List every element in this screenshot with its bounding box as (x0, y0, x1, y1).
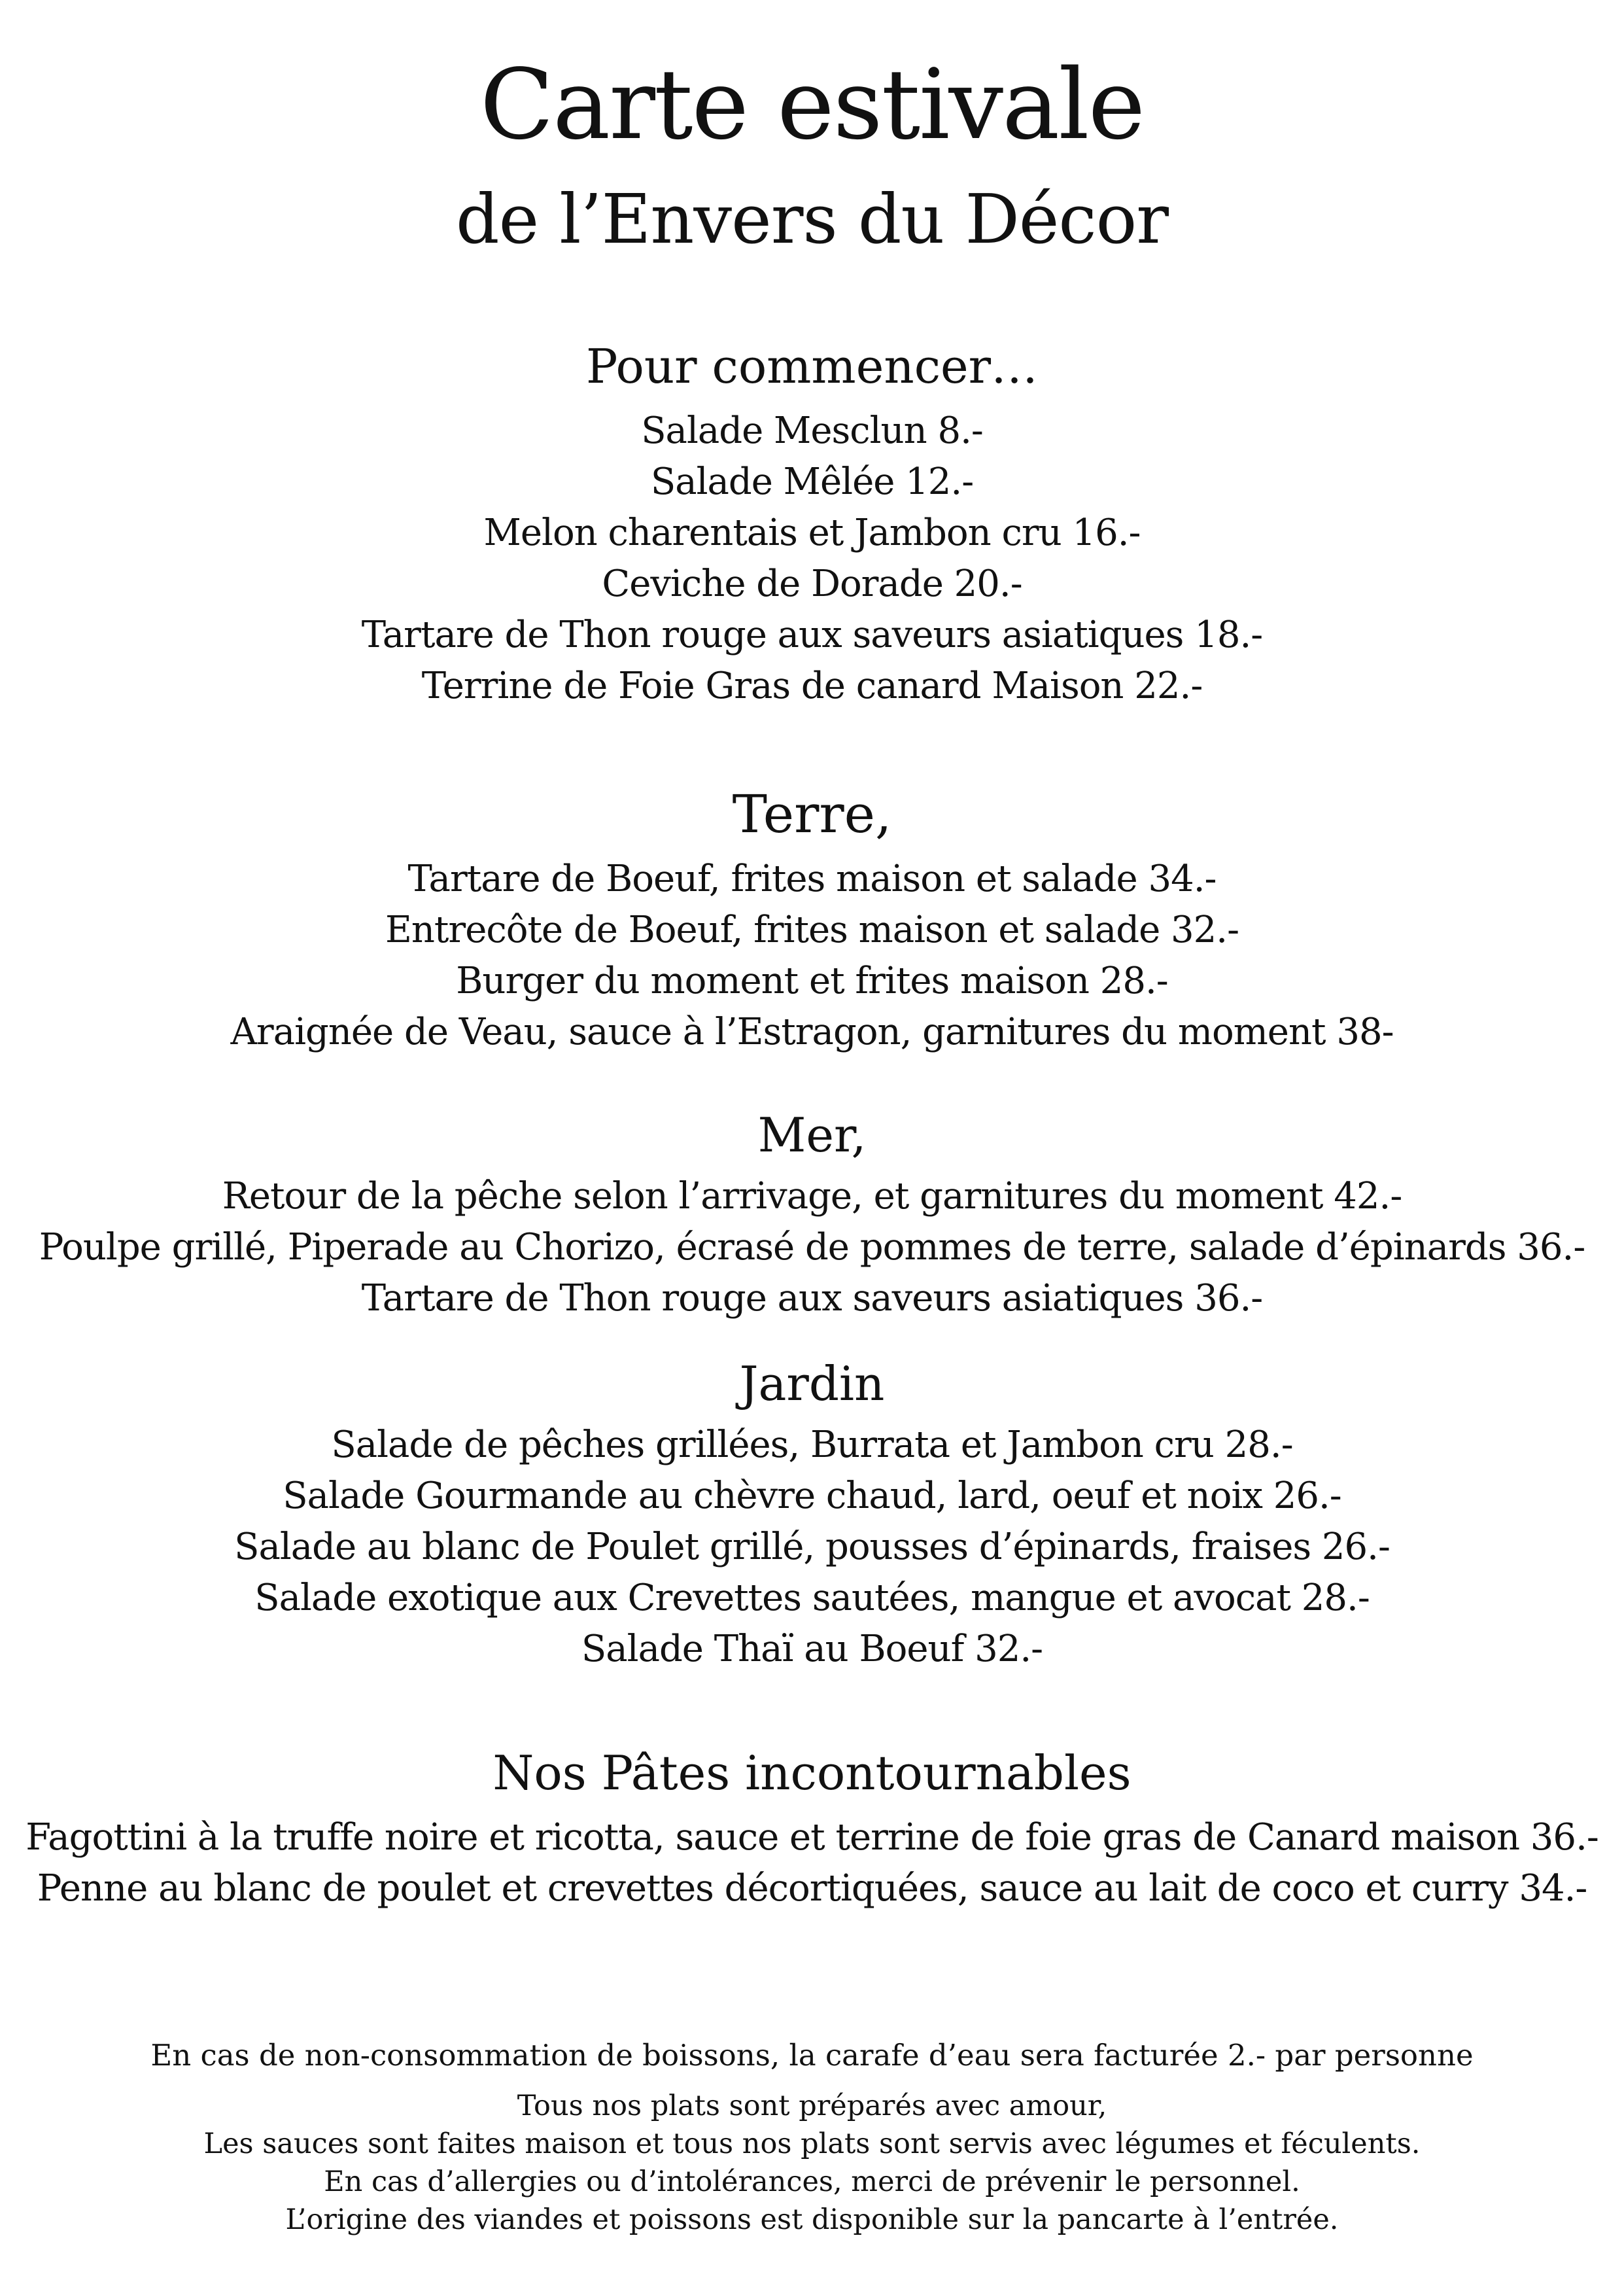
menu-item: Salade au blanc de Poulet grillé, pousses d’épinards, fraises 26.- (234, 1526, 1390, 1568)
menu-item: Salade de pêches grillées, Burrata et Jambon cru 28.- (331, 1424, 1293, 1466)
menu-item: Salade Mêlée 12.- (650, 461, 974, 503)
menu-item: Salade Thaï au Boeuf 32.- (581, 1628, 1043, 1670)
footer-note: En cas d’allergies ou d’intolérances, merci de prévenir le personnel. (324, 2165, 1300, 2198)
section-heading-starters: Pour commencer… (585, 339, 1039, 394)
menu-item: Terrine de Foie Gras de canard Maison 22.- (421, 665, 1203, 707)
menu-item: Penne au blanc de poulet et crevettes décortiquées, sauce au lait de coco et curry 34.- (37, 1867, 1587, 1910)
menu-item: Retour de la pêche selon l’arrivage, et garnitures du moment 42.- (222, 1175, 1402, 1218)
menu-item: Fagottini à la truffe noire et ricotta, sauce et terrine de foie gras de Canard maison 36.- (26, 1816, 1598, 1859)
menu-item: Araignée de Veau, sauce à l’Estragon, garnitures du moment 38- (230, 1011, 1394, 1053)
section-jardin-items (0, 1420, 1624, 1675)
page-subtitle: de l’Envers du Décor (456, 179, 1168, 259)
section-starters-items (0, 406, 1624, 712)
menu-item: Tartare de Thon rouge aux saveurs asiatiques 36.- (361, 1277, 1263, 1320)
menu-item: Salade Gourmande au chèvre chaud, lard, oeuf et noix 26.- (283, 1475, 1341, 1517)
menu-item: Salade exotique aux Crevettes sautées, mangue et avocat 28.- (254, 1577, 1370, 1619)
footer-notes (0, 2087, 1624, 2239)
section-heading-terre: Terre, (732, 784, 892, 845)
section-heading-pasta: Nos Pâtes incontournables (492, 1745, 1132, 1800)
footer-note: L’origine des viandes et poissons est disponible sur la pancarte à l’entrée. (285, 2203, 1339, 2236)
menu-item: Entrecôte de Boeuf, frites maison et salade 32.- (385, 909, 1239, 951)
footer-note: Les sauces sont faites maison et tous nos plats sont servis avec légumes et féculents. (203, 2128, 1421, 2160)
menu-item: Melon charentais et Jambon cru 16.- (483, 512, 1141, 554)
section-pasta-items (0, 1812, 1624, 1914)
page-title: Carte estivale (479, 48, 1145, 161)
menu-item: Tartare de Boeuf, frites maison et salade 34.- (407, 858, 1217, 900)
section-heading-mer: Mer, (757, 1108, 867, 1163)
footer-note: Tous nos plats sont préparés avec amour, (517, 2090, 1107, 2122)
section-terre-items (0, 854, 1624, 1058)
menu-item: Burger du moment et frites maison 28.- (456, 960, 1168, 1002)
water-note: En cas de non-consommation de boissons, la carafe d’eau sera facturée 2.- par personne (150, 2038, 1474, 2073)
menu-item: Ceviche de Dorade 20.- (602, 563, 1022, 605)
menu-item: Tartare de Thon rouge aux saveurs asiatiques 18.- (361, 614, 1263, 656)
section-mer-items (0, 1171, 1624, 1324)
menu-item: Salade Mesclun 8.- (641, 410, 983, 452)
section-heading-jardin: Jardin (739, 1356, 885, 1411)
menu-item: Poulpe grillé, Piperade au Chorizo, écrasé de pommes de terre, salade d’épinards 36.- (39, 1226, 1585, 1269)
